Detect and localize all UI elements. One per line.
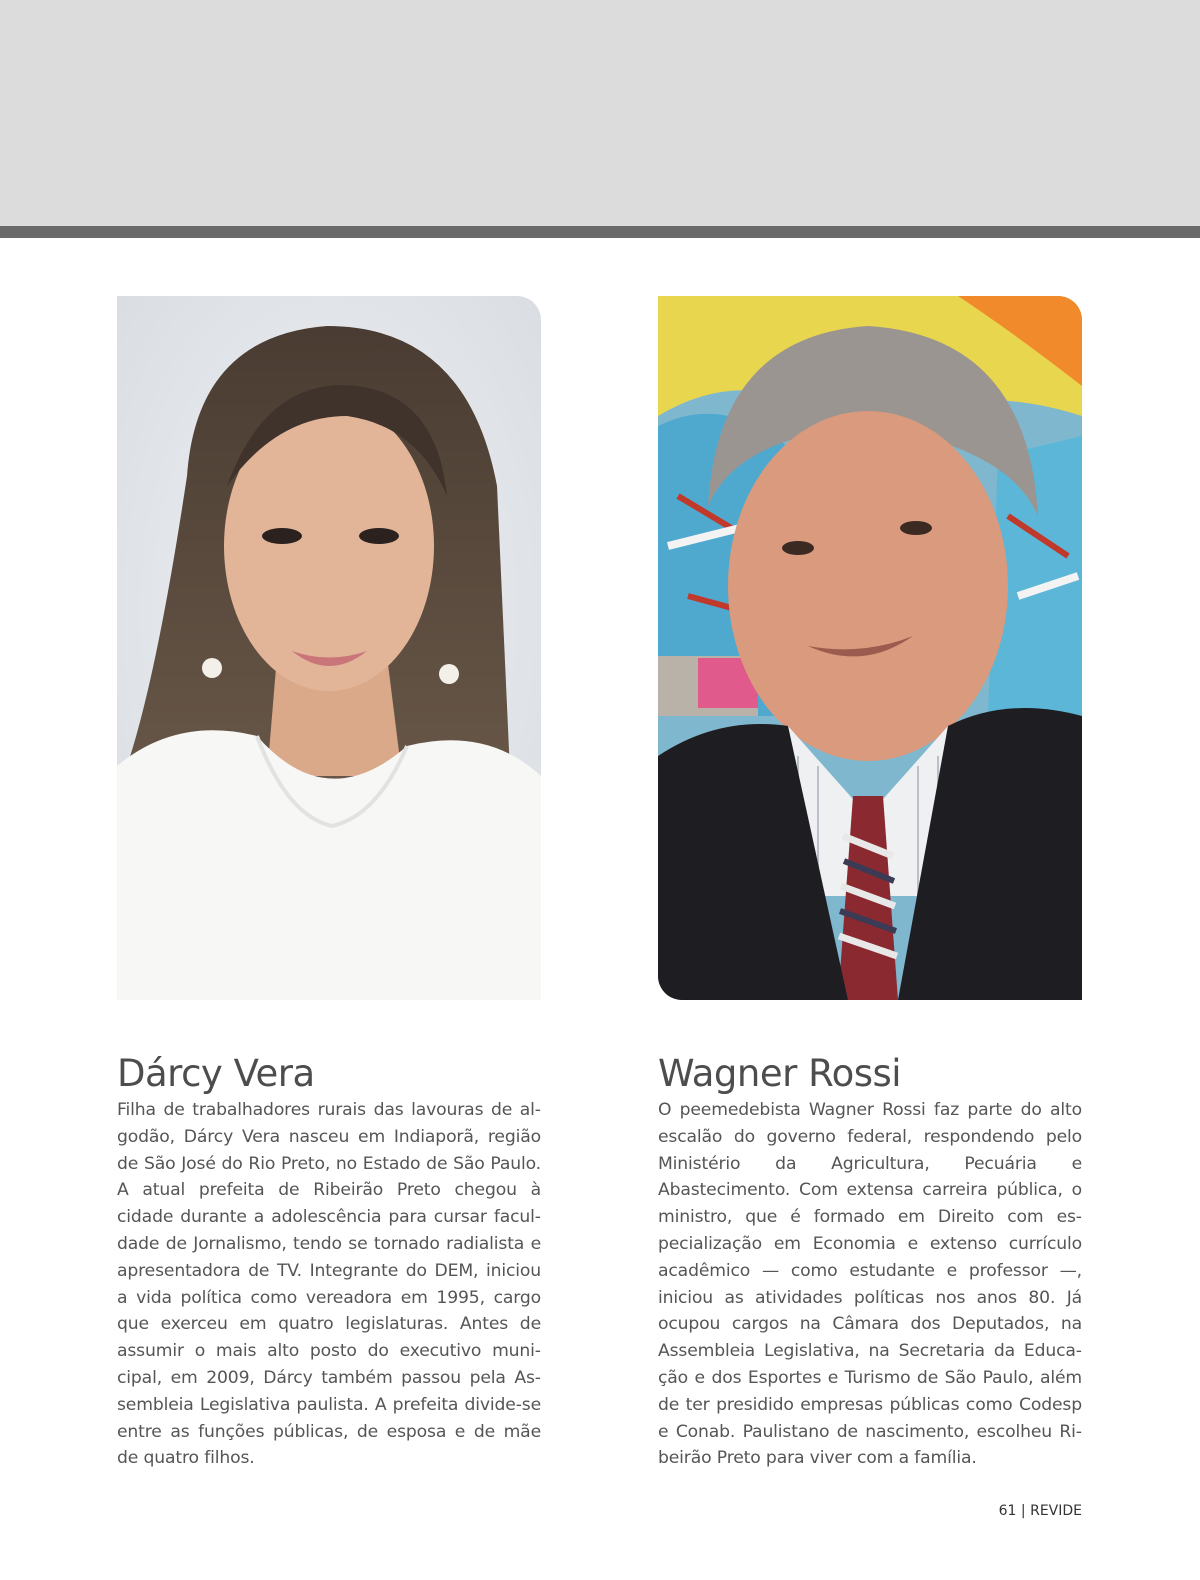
header-rule xyxy=(0,226,1200,238)
profile-darcy-vera xyxy=(117,1052,541,1472)
magazine-name: REVIDE xyxy=(1030,1503,1082,1519)
header-band xyxy=(0,0,1200,226)
profile-bio: Filha de trabalhadores rurais das lavouras de algodão, Dárcy Vera nasceu em Indiaporã, região de São José do Rio Preto, no Estado de São Paulo. A atual prefeita de Ribeirão Preto chegou à cidade durante a adolescência para cursar faculdade de Jornalismo, tendo se tornado radialista e apresentadora de TV. Integrante do DEM, iniciou a vida política como vereadora em 1995, cargo que exerceu em quatro legislaturas. Antes de assumir o mais alto posto do executivo municipal, em 2009, Dárcy também passou pela Assembleia Legislativa paulista. A prefeita divide-se entre as funções públicas, de esposa e de mãe de quatro filhos. xyxy=(117,1100,541,1469)
page-footer xyxy=(900,1503,1082,1519)
page-number: 61 xyxy=(998,1503,1017,1519)
portrait-photo-darcy-vera xyxy=(117,296,541,1000)
footer-separator: | xyxy=(1020,1503,1026,1519)
profile-bio: O peemedebista Wagner Rossi faz parte do alto escalão do governo federal, respondendo pelo Ministério da Agricultura, Pecuária e Abastecimento. Com extensa carreira pública, o ministro, que é formado em Direito com especialização em Economia e extenso currículo acadêmico — como estudante e professor —, iniciou as atividades políticas nos anos 80. Já ocupou cargos na Câmara dos Deputados, na Assembleia Legislativa, na Secretaria da Educação e dos Esportes e Turismo de São Paulo, além de ter presidido empresas públicas como Codesp e Conab. Paulistano de nascimento, escolheu Ribeirão Preto para viver com a família. xyxy=(658,1100,1082,1469)
profile-name: Dárcy Vera xyxy=(117,1052,315,1095)
profile-wagner-rossi xyxy=(658,1052,1082,1472)
profile-name: Wagner Rossi xyxy=(658,1052,902,1095)
portrait-photo-wagner-rossi xyxy=(658,296,1082,1000)
